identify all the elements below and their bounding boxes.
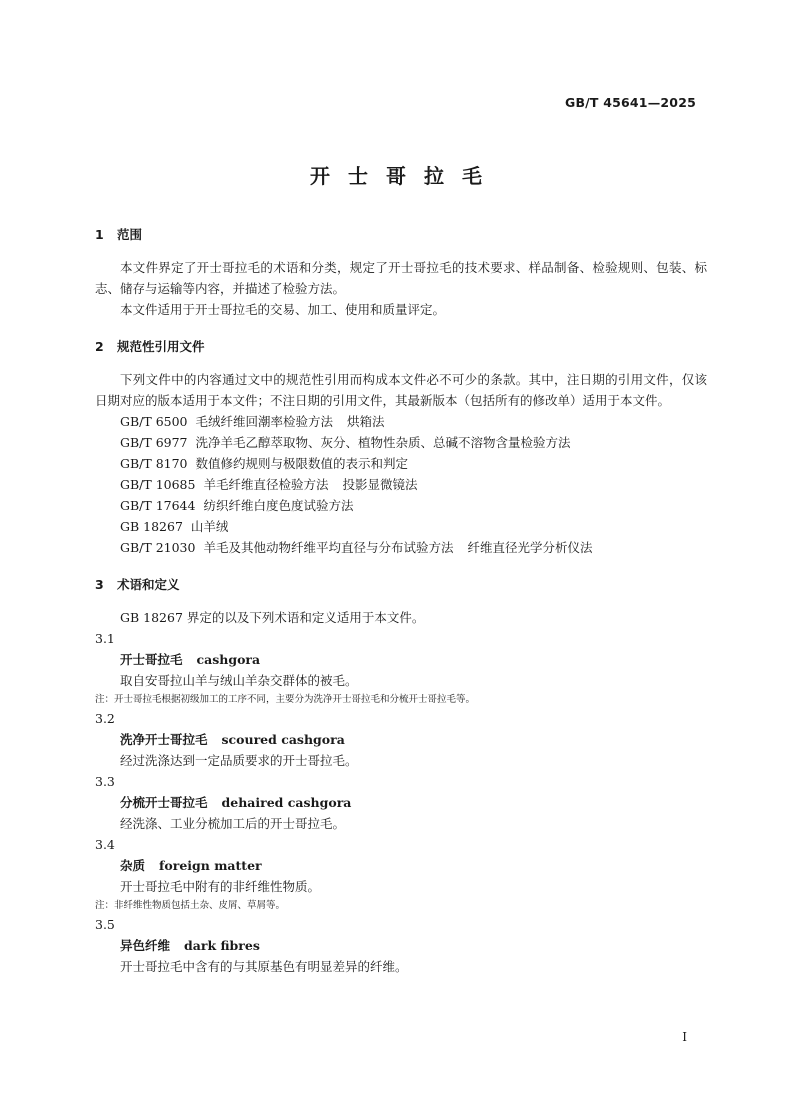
reference-code: GB/T 10685: [120, 477, 196, 492]
term-definition: 取自安哥拉山羊与绒山羊杂交群体的被毛。: [120, 673, 358, 688]
term-definition: 经过洗涤达到一定品质要求的开士哥拉毛。: [120, 753, 358, 768]
standard-number: GB/T 45641—2025: [564, 95, 696, 110]
scope-paragraph: 本文件界定了开士哥拉毛的术语和分类，规定了开士哥拉毛的技术要求、样品制备、检验规则、包装、标志、储存与运输等内容，并描述了检验方法。: [95, 260, 707, 296]
clause-number: 3.1: [95, 631, 115, 646]
document-body: [95, 224, 707, 977]
section-title: 术语和定义: [117, 577, 180, 592]
term-english: cashgora: [196, 652, 261, 667]
reference-title: 羊毛纤维直径检验方法: [203, 477, 329, 492]
reference-item: [95, 453, 707, 474]
term-chinese: 杂质: [120, 858, 146, 873]
term-definition: 开士哥拉毛中含有的与其原基色有明显差异的纤维。: [120, 959, 408, 974]
term-entry: [95, 729, 707, 750]
reference-title: 羊毛及其他动物纤维平均直径与分布试验方法: [203, 540, 454, 555]
reference-item: [95, 411, 707, 432]
reference-title: 毛绒纤维回潮率检验方法: [195, 414, 334, 429]
reference-item: [95, 432, 707, 453]
reference-title: 洗净羊毛乙醇萃取物、灰分、植物性杂质、总碱不溶物含量检验方法: [195, 435, 571, 450]
term-chinese: 洗净开士哥拉毛: [120, 732, 208, 747]
term-definition: 经洗涤、工业分梳加工后的开士哥拉毛。: [120, 816, 346, 831]
term-entry: [95, 649, 707, 670]
document-title: 开士哥拉毛: [310, 164, 500, 188]
section-heading-terms: [95, 574, 707, 595]
scope-paragraph: 本文件适用于开士哥拉毛的交易、加工、使用和质量评定。: [120, 302, 446, 317]
term-entry: [95, 935, 707, 956]
section-number: 1: [95, 227, 104, 242]
reference-code: GB/T 8170: [120, 456, 188, 471]
page-number: I: [682, 1030, 687, 1044]
section-title: 范围: [117, 227, 143, 242]
reference-code: GB/T 6500: [120, 414, 188, 429]
clause-number: 3.5: [95, 917, 115, 932]
reference-title: 山羊绒: [190, 519, 229, 534]
reference-code: GB/T 21030: [120, 540, 196, 555]
section-heading-normative: [95, 336, 707, 357]
term-note: 注：开士哥拉毛根据初级加工的工序不同，主要分为洗净开士哥拉毛和分梳开士哥拉毛等。: [95, 694, 476, 705]
reference-subtitle: 纤维直径光学分析仪法: [467, 540, 593, 555]
reference-code: GB/T 17644: [120, 498, 196, 513]
term-entry: [95, 855, 707, 876]
clause-number: 3.2: [95, 711, 115, 726]
term-chinese: 开士哥拉毛: [120, 652, 183, 667]
normative-intro: 下列文件中的内容通过文中的规范性引用而构成本文件必不可少的条款。其中，注日期的引用文件，仅该日期对应的版本适用于本文件；不注日期的引用文件，其最新版本（包括所有的修改单）适用于本文件。: [95, 372, 707, 408]
reference-code: GB/T 6977: [120, 435, 188, 450]
term-chinese: 异色纤维: [120, 938, 171, 953]
reference-item: [95, 537, 707, 558]
reference-item: [95, 495, 707, 516]
clause-number: 3.4: [95, 837, 115, 852]
terms-intro: GB 18267 界定的以及下列术语和定义适用于本文件。: [120, 610, 425, 625]
section-title: 规范性引用文件: [117, 339, 205, 354]
reference-subtitle: 投影显微镜法: [342, 477, 418, 492]
clause-number: 3.3: [95, 774, 115, 789]
reference-title: 数值修约规则与极限数值的表示和判定: [195, 456, 409, 471]
term-note: 注：非纤维性物质包括土杂、皮屑、草屑等。: [95, 900, 286, 911]
term-english: dark fibres: [184, 938, 260, 953]
reference-code: GB 18267: [120, 519, 183, 534]
term-english: foreign matter: [159, 858, 262, 873]
section-number: 3: [95, 577, 104, 592]
term-english: dehaired cashgora: [221, 795, 352, 810]
section-heading-scope: [95, 224, 707, 245]
reference-title: 纺织纤维白度色度试验方法: [203, 498, 354, 513]
term-chinese: 分梳开士哥拉毛: [120, 795, 208, 810]
reference-item: [95, 474, 707, 495]
section-number: 2: [95, 339, 104, 354]
term-entry: [95, 792, 707, 813]
reference-item: [95, 516, 707, 537]
term-english: scoured cashgora: [221, 732, 345, 747]
term-definition: 开士哥拉毛中附有的非纤维性物质。: [120, 879, 321, 894]
reference-subtitle: 烘箱法: [347, 414, 385, 429]
